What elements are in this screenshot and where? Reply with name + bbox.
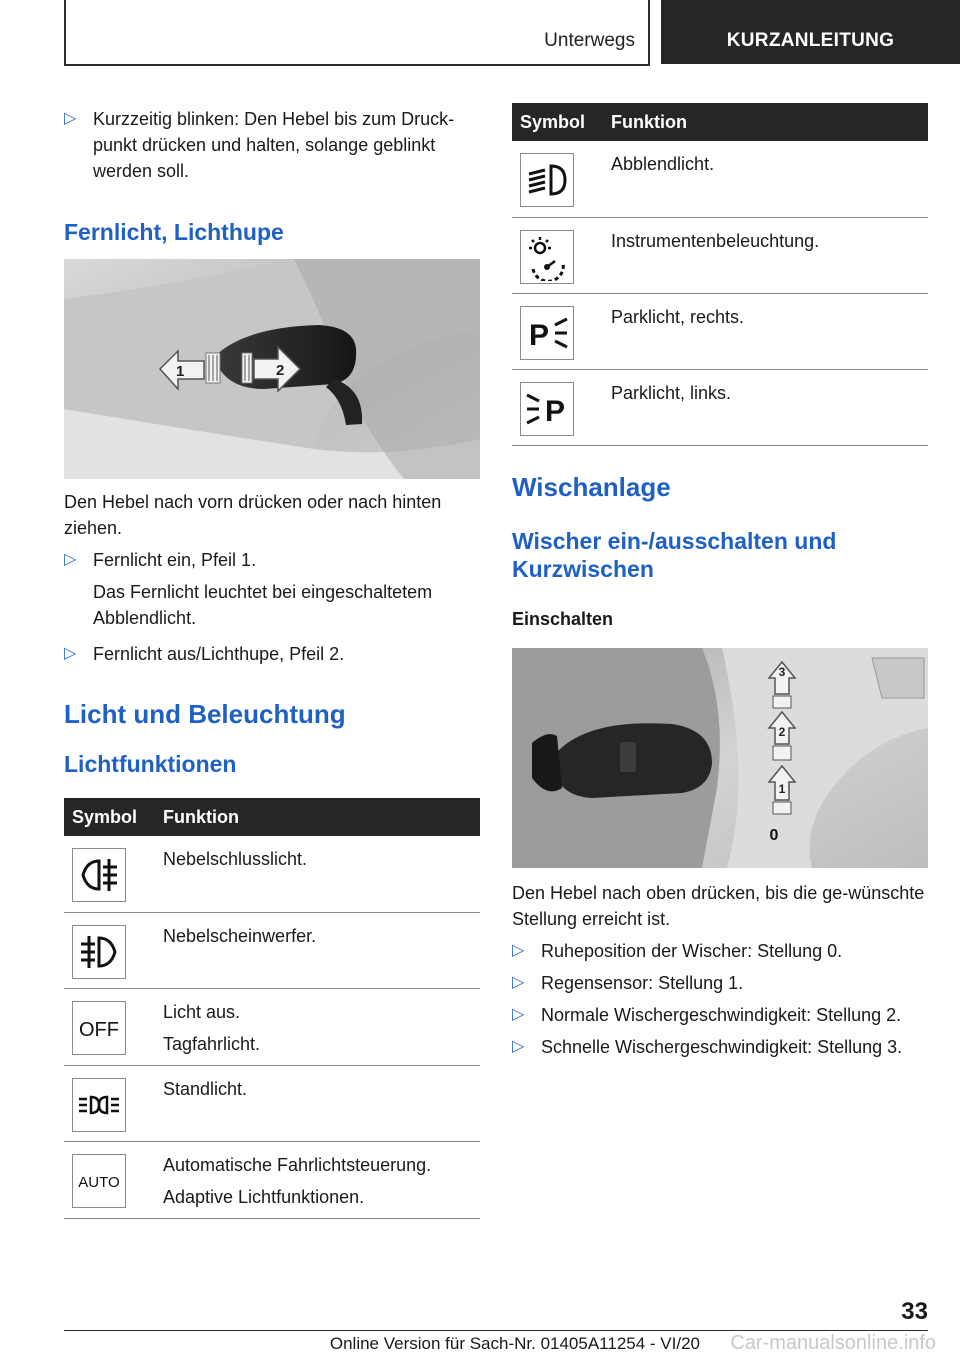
header-left-rule <box>64 0 66 64</box>
lights-off-icon <box>72 1001 126 1055</box>
list-item <box>64 106 480 184</box>
light-functions-table <box>64 798 480 1219</box>
function-text: Abblendlicht. <box>611 154 715 174</box>
wiper-lever-photo <box>512 648 928 868</box>
section-heading-licht: Licht und Beleuchtung <box>64 699 346 729</box>
arrow-2-label: 2 <box>276 362 285 379</box>
table-row <box>512 293 928 369</box>
table-row <box>64 988 480 1065</box>
list-item-text: Fernlicht ein, Pfeil 1. <box>93 550 257 570</box>
column-header-funktion: Funktion <box>155 798 480 836</box>
front-fog-light-icon <box>72 925 126 979</box>
function-text-secondary: Adaptive Lichtfunktionen. <box>163 1186 365 1207</box>
intro-bullet-list <box>64 106 480 184</box>
fernlicht-bullet-list <box>64 547 480 667</box>
function-text: Automatische Fahrlichtsteuerung. <box>163 1154 432 1175</box>
left-column <box>64 100 480 1219</box>
paragraph-hebel: Den Hebel nach vorn drücken oder nach hinten ziehen. <box>64 492 442 538</box>
table-row <box>512 141 928 217</box>
function-text: Nebelschlusslicht. <box>163 849 308 869</box>
function-text: Standlicht. <box>163 1078 248 1099</box>
subheading-wischer: Wischer ein-/ausschalten und Kurzwischen <box>512 527 837 582</box>
function-text-secondary: Tagfahrlicht. <box>163 1033 261 1054</box>
header-right-rule <box>648 0 650 64</box>
column-header-funktion: Funktion <box>603 103 928 141</box>
table-header-row <box>512 103 928 141</box>
triangle-bullet-icon: ▷ <box>64 551 77 568</box>
list-item-text: Normale Wischergeschwindigkeit: Stellung 2. <box>541 1004 902 1025</box>
triangle-bullet-icon: ▷ <box>512 1037 525 1055</box>
list-item-subtext: Das Fernlicht leuchtet bei eingeschaltetem Abblendlicht. <box>93 582 433 628</box>
table-row <box>64 912 480 988</box>
triangle-bullet-icon: ▷ <box>64 645 77 662</box>
low-beam-icon <box>520 153 574 207</box>
function-text: Parklicht, rechts. <box>611 306 745 327</box>
instrument-lighting-icon <box>520 230 574 284</box>
paragraph-wischer-hebel: Den Hebel nach oben drücken, bis die ge‐wünschte Stellung erreicht ist. <box>512 882 925 929</box>
function-text: Licht aus. <box>163 1001 241 1022</box>
list-item-text: Regensensor: Stellung 1. <box>541 972 744 993</box>
position-1-label: 1 <box>778 781 786 796</box>
position-3-label: 3 <box>778 664 786 679</box>
list-item-text: Kurzzeitig blinken: Den Hebel bis zum Druck‐punkt drücken und halten, solange geblinkt werden soll. <box>93 109 455 181</box>
table-row <box>512 369 928 445</box>
right-column <box>512 103 928 1066</box>
high-beam-lever-photo <box>64 259 480 479</box>
function-text: Parklicht, links. <box>611 382 732 403</box>
list-item-text: Ruheposition der Wischer: Stellung 0. <box>541 940 843 961</box>
parking-light-left-icon <box>520 382 574 436</box>
table-row <box>512 217 928 293</box>
list-item <box>512 1034 928 1060</box>
parking-light-icon <box>72 1078 126 1132</box>
function-text: Nebelscheinwerfer. <box>163 925 317 946</box>
footer-rule <box>64 1330 928 1331</box>
arrow-1-label: 1 <box>176 363 185 380</box>
light-functions-table-continued <box>512 103 928 446</box>
triangle-bullet-icon: ▷ <box>512 973 525 991</box>
position-2-label: 2 <box>778 724 786 739</box>
position-0-label: 0 <box>769 826 779 844</box>
page-number: 33 <box>901 1298 928 1325</box>
table-row <box>64 1065 480 1141</box>
svg-text:P: P <box>528 318 550 352</box>
list-item <box>512 970 928 996</box>
list-item <box>512 938 928 964</box>
section-heading-wischanlage: Wischanlage <box>512 471 671 502</box>
list-item <box>64 547 480 631</box>
header-chapter-tab: KURZANLEITUNG <box>661 0 960 64</box>
function-text: Instrumentenbeleuchtung. <box>611 230 820 251</box>
list-item <box>64 641 480 667</box>
list-item <box>512 1002 928 1028</box>
auto-light-icon <box>72 1154 126 1208</box>
rear-fog-light-icon <box>72 848 126 902</box>
header-underline <box>64 64 650 66</box>
triangle-bullet-icon: ▷ <box>512 1005 525 1023</box>
column-header-symbol: Symbol <box>512 103 603 141</box>
watermark: Car-manualsonline.info <box>730 1332 936 1354</box>
off-label: OFF <box>79 1018 119 1041</box>
auto-label: AUTO <box>78 1173 120 1191</box>
footer-online-version: Online Version für Sach-Nr. 01405A11254 - VI/20 <box>329 1334 700 1353</box>
table-header-row <box>64 798 480 836</box>
column-header-symbol: Symbol <box>64 798 155 836</box>
subsubheading-einschalten: Einschalten <box>512 608 614 629</box>
table-row <box>64 836 480 912</box>
list-item-text: Schnelle Wischergeschwindigkeit: Stellung 3. <box>541 1036 903 1057</box>
header-section-title: Unterwegs <box>544 30 635 51</box>
subheading-lichtfunktionen: Lichtfunktionen <box>64 751 237 777</box>
wiper-positions-list <box>512 938 928 1060</box>
table-row <box>64 1141 480 1218</box>
svg-text:P: P <box>544 394 566 428</box>
section-heading-fernlicht: Fernlicht, Lichthupe <box>64 219 284 245</box>
triangle-bullet-icon: ▷ <box>64 110 77 127</box>
triangle-bullet-icon: ▷ <box>512 941 525 959</box>
list-item-text: Fernlicht aus/Lichthupe, Pfeil 2. <box>93 644 345 664</box>
parking-light-right-icon <box>520 306 574 360</box>
